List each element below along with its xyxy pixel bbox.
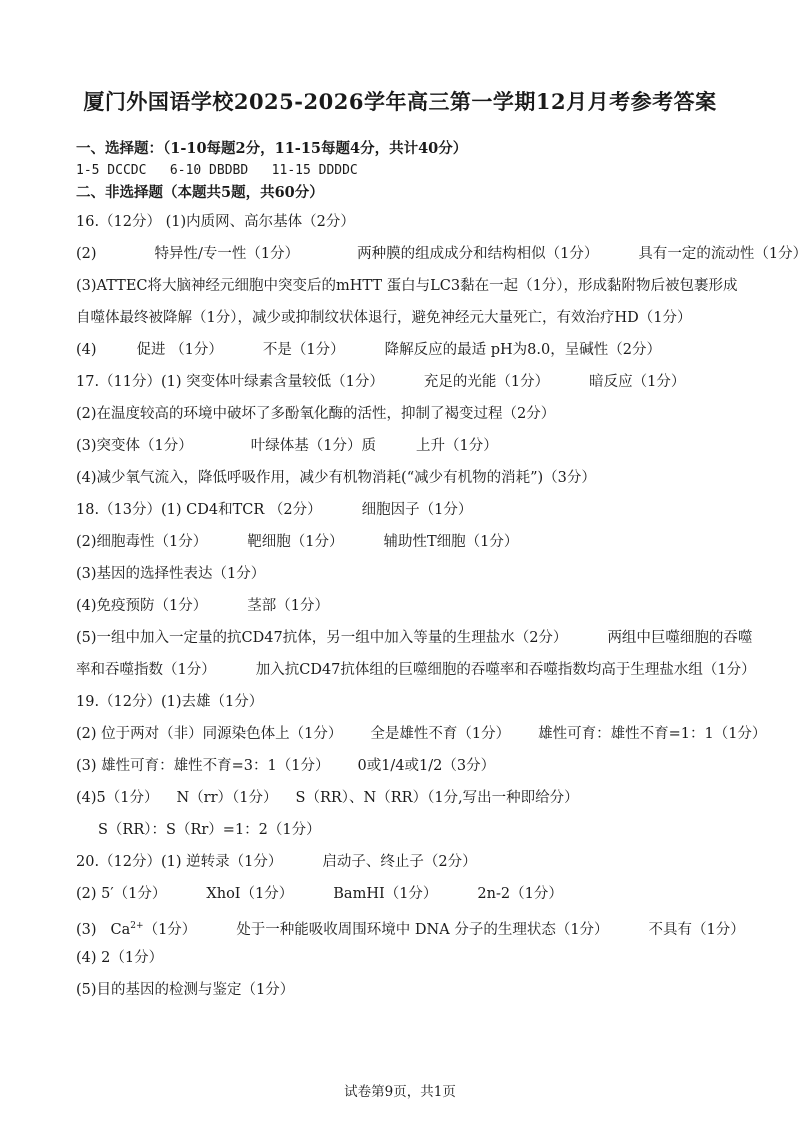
q19-line4	[76, 787, 740, 809]
q18-part4-a: (4)免疫预防（1分）	[76, 598, 208, 614]
q17-part1-b: 充足的光能（1分）	[423, 374, 550, 390]
q17-part3-c: 上升（1分）	[416, 438, 498, 454]
q19-line2	[76, 723, 767, 745]
q17-part3-a: (3)突变体（1分）	[76, 438, 193, 454]
page-title: 厦门外国语学校2025-2026学年高三第一学期12月月考参考答案	[83, 89, 717, 114]
q18-line1	[76, 499, 740, 521]
q17-line2: (2)在温度较高的环境中破坏了多酚氧化酶的活性，抑制了褐变过程（2分）	[76, 406, 556, 422]
q16-part4-a: 促进 （1分）	[136, 342, 223, 358]
q20-part2-b: XhoI（1分）	[206, 886, 294, 902]
q20-line2	[76, 883, 740, 905]
q20-part3-a-score: （1分）	[143, 921, 197, 938]
q19-part4-a: (4)5（1分）	[76, 790, 159, 806]
section1-heading: 一、选择题：（1-10每题2分，11-15每题4分，共计40分）	[76, 140, 468, 157]
q20-part3-a	[111, 915, 197, 941]
section2-heading: 二、非选择题（本题共5题，共60分）	[76, 184, 324, 201]
q17-line1	[76, 371, 740, 393]
q16-part4-b: 不是（1分）	[262, 342, 345, 358]
q16-line5	[76, 339, 740, 361]
q20-part3-c: 不具有（1分）	[648, 921, 745, 938]
calcium-ion: Ca	[110, 921, 131, 938]
q16-part2-label: (2)	[76, 246, 97, 262]
q16-part4-c: 降解反应的最适 pH为8.0，呈碱性（2分）	[384, 342, 661, 358]
q19-part4-b: N（rr）（1分）	[176, 790, 278, 806]
q16-part2-a: 特异性/专一性（1分）	[154, 246, 300, 262]
q16-part2-b: 两种膜的组成成分和结构相似（1分）	[357, 246, 599, 262]
q20-part3-b: 处于一种能吸收周围环境中 DNA 分子的生理状态（1分）	[236, 921, 609, 938]
page-footer: 试卷第9页，共1页	[344, 1084, 456, 1100]
q18-line3: (3)基因的选择性表达（1分）	[76, 566, 266, 582]
q16-part4-label: (4)	[76, 342, 97, 358]
q18-line5	[76, 627, 753, 649]
calcium-ion-charge: 2+	[130, 921, 144, 931]
q19-part3-b: 0或1/4或1/2（3分）	[357, 758, 496, 774]
q17-part1-a: 17.（11分）(1) 突变体叶绿素含量较低（1分）	[76, 374, 384, 390]
q19-part2-c: 雄性可育：雄性不育=1：1（1分）	[538, 726, 767, 742]
q20-part2-a: (2) 5′（1分）	[76, 886, 167, 902]
q18-part1-b: 细胞因子（1分）	[361, 502, 473, 518]
q18-part1-a: 18.（13分）(1) CD4和TCR （2分）	[76, 502, 322, 518]
q16-part2-c: 具有一定的流动性（1分）	[638, 246, 807, 262]
q20-line4: (4) 2（1分）	[76, 950, 164, 966]
q19-part4-c: S（RR）、N（RR）（1分,写出一种即给分）	[295, 790, 579, 806]
q19-line3	[76, 755, 740, 777]
q19-part2-a: (2) 位于两对（非）同源染色体上（1分）	[76, 726, 343, 742]
q16-line2	[76, 243, 807, 265]
q20-line5: (5)目的基因的检测与鉴定（1分）	[76, 982, 295, 998]
q18-part2-c: 辅助性T细胞（1分）	[383, 534, 519, 550]
q17-part1-c: 暗反应（1分）	[589, 374, 686, 390]
q17-line3	[76, 435, 740, 457]
q19-part3-a: (3) 雄性可育：雄性不育=3：1（1分）	[76, 758, 330, 774]
q20-line1	[76, 851, 740, 873]
q18-part5-b: 两组中巨噬细胞的吞噬	[607, 630, 753, 646]
q17-line4: (4)减少氧气流入，降低呼吸作用，减少有机物消耗(“减少有机物的消耗”)（3分）	[76, 470, 596, 486]
q19-part2-b: 全是雄性不育（1分）	[370, 726, 511, 742]
q16-line3: (3)ATTEC将大脑神经元细胞中突变后的mHTT 蛋白与LC3黏在一起（1分），形成黏附物后被包裹形成	[76, 278, 738, 294]
q20-part3-label: (3)	[76, 921, 97, 938]
q20-part2-d: 2n-2（1分）	[477, 886, 563, 902]
choice-answers: 1-5 DCCDC 6-10 DBDBD 11-15 DDDDC	[76, 163, 358, 178]
q18-part2-a: (2)细胞毒性（1分）	[76, 534, 208, 550]
q19-line1: 19.（12分）(1)去雄（1分）	[76, 694, 264, 710]
q19-line5: S（RR）：S（Rr）=1：2（1分）	[98, 822, 321, 838]
q18-line2	[76, 531, 740, 553]
q16-line1: 16.（12分） (1)内质网、高尔基体（2分）	[76, 214, 355, 230]
q20-part1-a: 20.（12分）(1) 逆转录（1分）	[76, 854, 283, 870]
q18-part5-c: 率和吞噬指数（1分）	[76, 662, 216, 678]
q18-line6	[76, 659, 756, 681]
q17-part3-b: 叶绿体基（1分）质	[250, 438, 376, 454]
q18-part5-d: 加入抗CD47抗体组的巨噬细胞的吞噬率和吞噬指数均高于生理盐水组（1分）	[255, 662, 756, 678]
q20-part2-c: BamHⅠ（1分）	[333, 886, 438, 902]
q18-part4-b: 茎部（1分）	[247, 598, 329, 614]
q18-part5-a: (5)一组中加入一定量的抗CD47抗体，另一组中加入等量的生理盐水（2分）	[76, 630, 568, 646]
q18-line4	[76, 595, 740, 617]
q20-line3	[76, 915, 745, 941]
q18-part2-b: 靶细胞（1分）	[247, 534, 344, 550]
q16-line4: 自噬体最终被降解（1分），减少或抑制纹状体退行，避免神经元大量死亡，有效治疗HD（1分）	[76, 310, 692, 326]
q20-part1-b: 启动子、终止子（2分）	[322, 854, 477, 870]
